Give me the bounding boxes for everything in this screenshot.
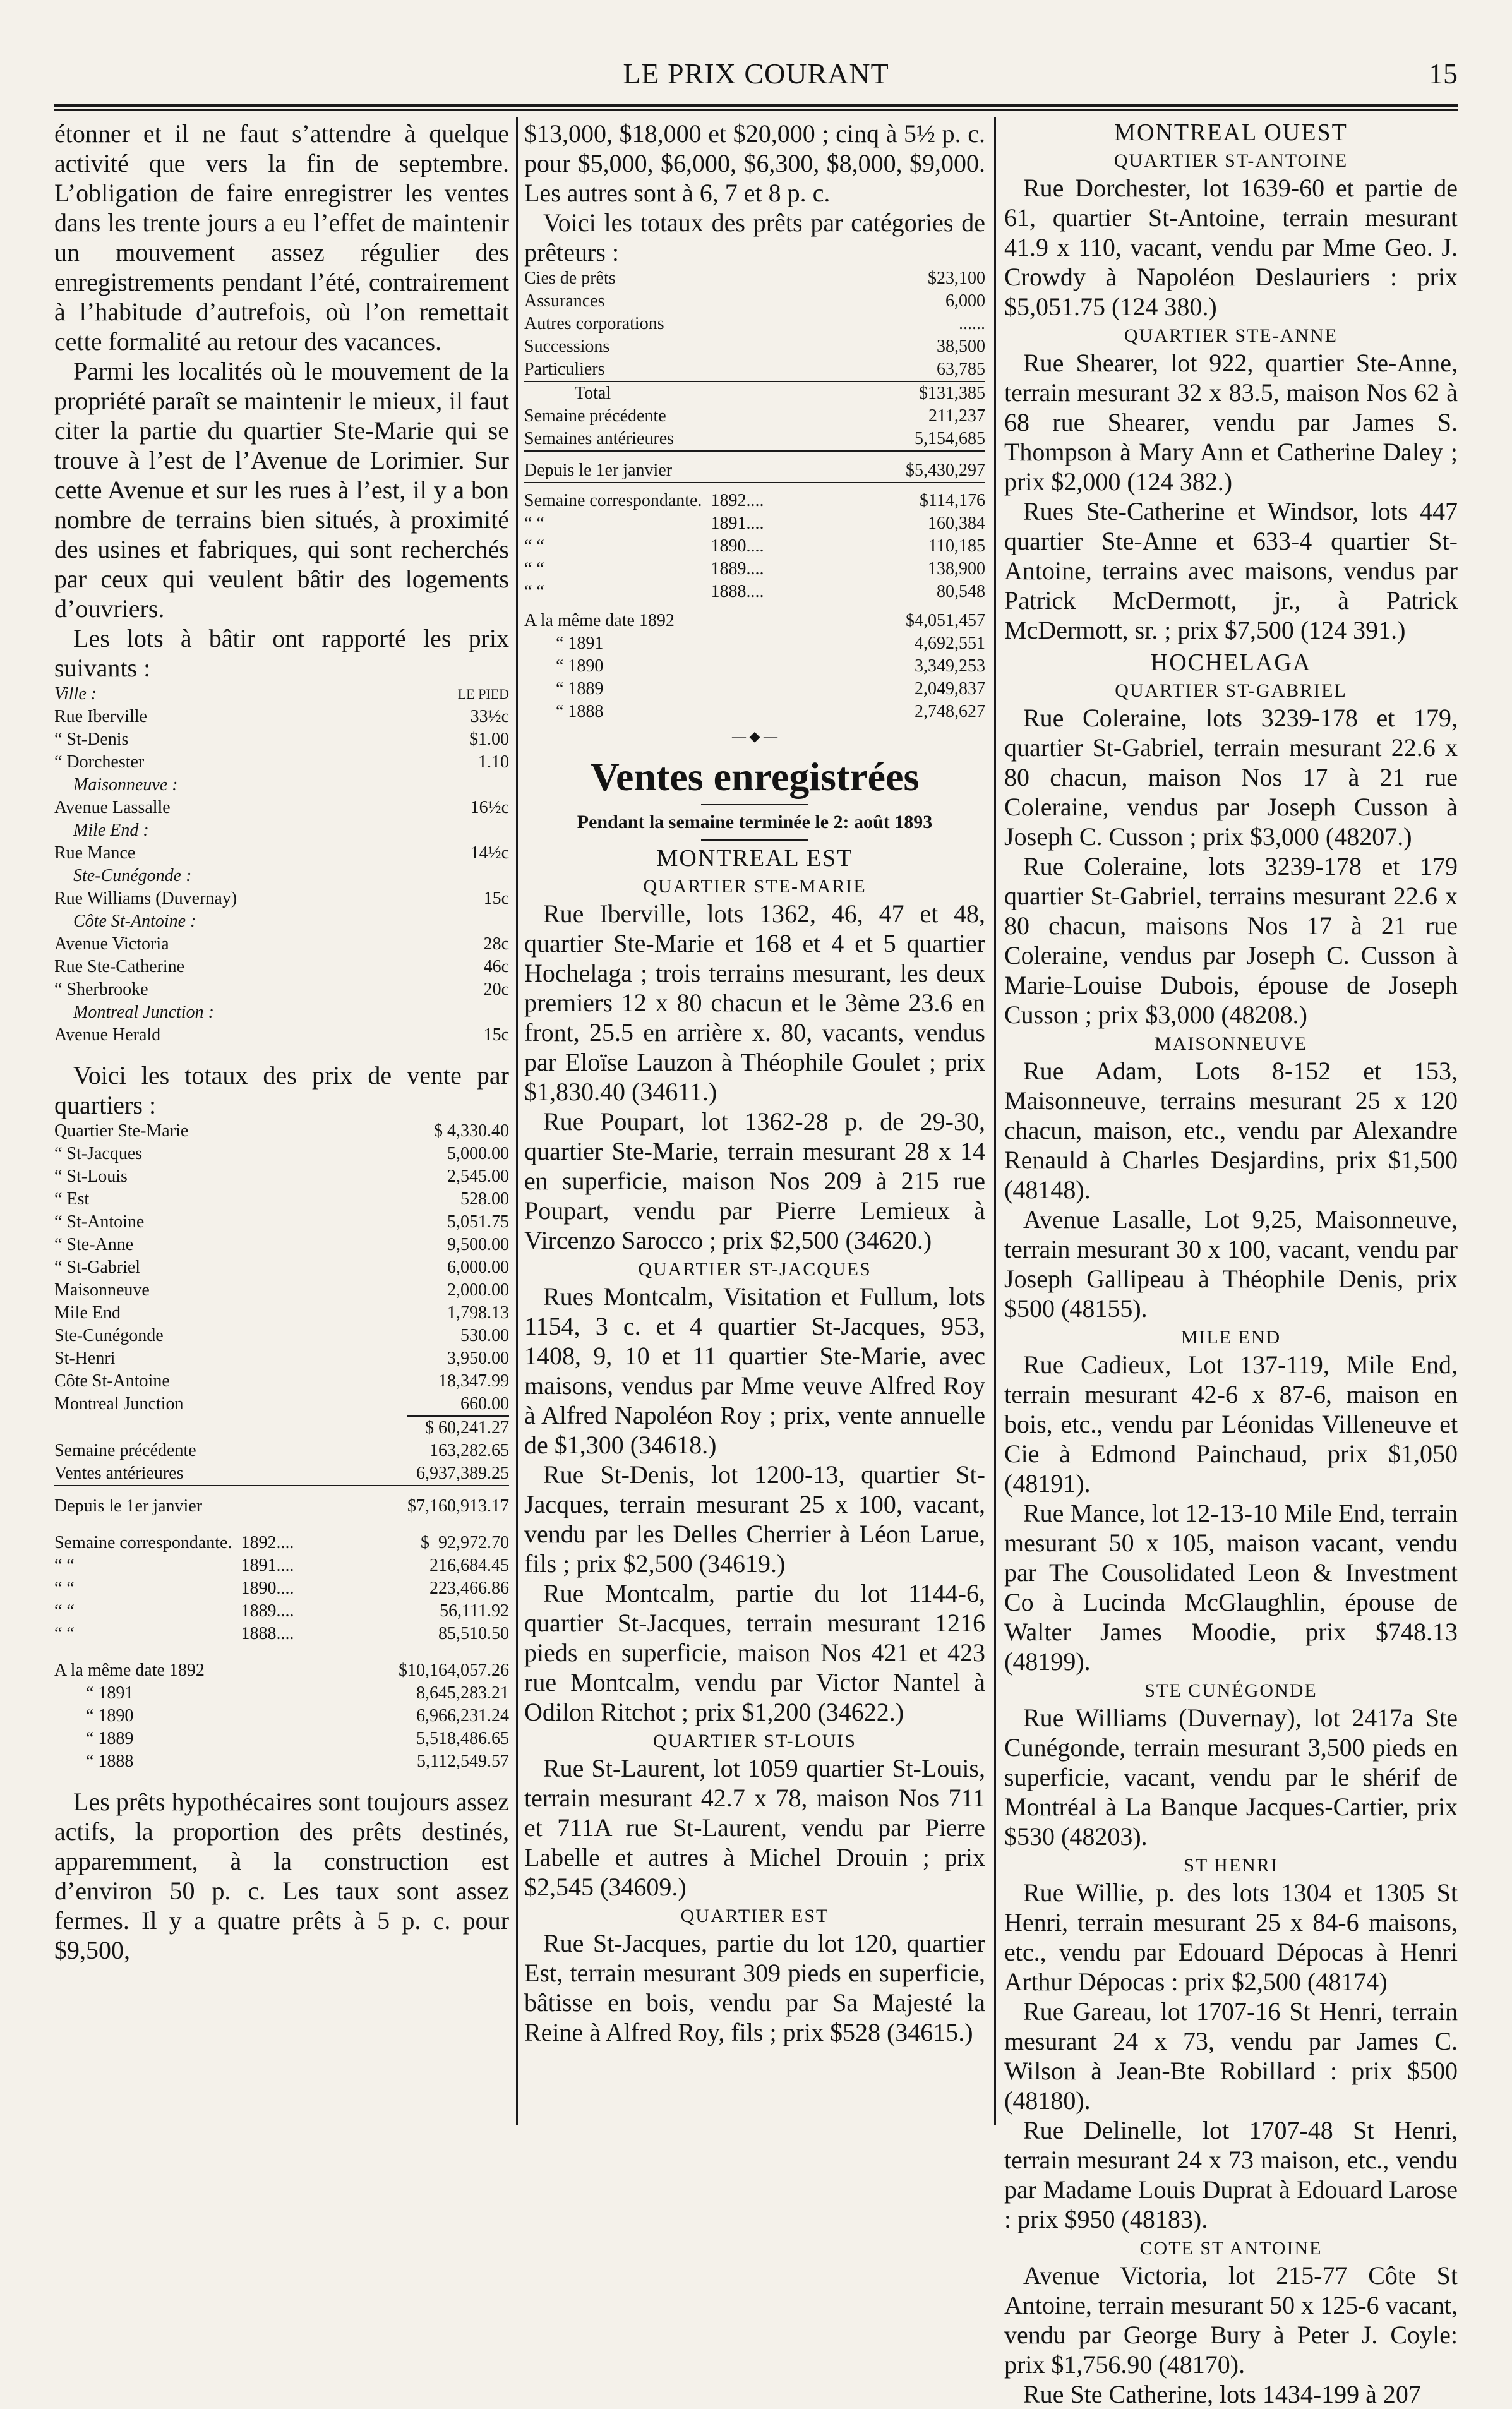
summary-value: $5,430,297	[825, 451, 985, 483]
column-divider	[994, 117, 996, 2125]
row-label: Semaine correspondante.	[524, 491, 702, 510]
row-label: “ 1890	[556, 656, 604, 676]
row-year: 1890....	[711, 536, 764, 556]
ward-heading: STE CUNÉGONDE	[1144, 1680, 1317, 1701]
row-year: 1891....	[241, 1556, 294, 1575]
table-row	[54, 978, 509, 1001]
table-row	[54, 1256, 509, 1279]
district-heading: HOCHELAGA	[1150, 649, 1312, 676]
row-value: 63,785	[937, 359, 985, 379]
row-value: 5,000.00	[447, 1144, 509, 1163]
row-label: “ 1891	[556, 634, 604, 653]
ward-heading: MILE END	[1180, 1327, 1281, 1348]
row-currency: $	[421, 1533, 429, 1553]
table-row	[54, 1325, 509, 1347]
column-1	[54, 119, 509, 2134]
table-row	[524, 535, 985, 558]
sale-entry: Rues Montcalm, Visitation et Fullum, lots 1154, 3 c. et 4 quartier St-Jacques, 953, 1408, 9, 10 et 11 quartier Ste-Marie, avec maisons, vendus par Mme veuve Alfred Roy à Alfred Napoléon Roy ; prix, vente annuelle de $1,300 (34618.)	[524, 1282, 985, 1459]
table-row	[54, 1705, 509, 1727]
table-row	[54, 933, 509, 956]
ornament-divider: — ◆ —	[732, 728, 777, 744]
section-label: Montreal Junction :	[73, 1002, 214, 1022]
row-value: 14½c	[470, 843, 509, 863]
summary-value: 5,154,685	[825, 428, 985, 451]
page-header	[54, 44, 1458, 107]
paragraph: Les lots à bâtir ont rapporté les prix suivants :	[54, 624, 509, 682]
row-value: 2,000.00	[447, 1280, 509, 1300]
row-label: Rue Williams (Duvernay)	[54, 889, 237, 908]
sale-entry: Rue Poupart, lot 1362-28 p. de 29-30, quartier Ste-Marie, terrain mesurant 28 x 14 en superficie, maison Nos 209 à 215 rue Poupart, vendu par Pierre Lemieux à Vircenzo Sarocco ; prix $2,500 (34620.)	[524, 1107, 985, 1254]
row-label: “ “	[54, 1578, 75, 1598]
row-value: 160,384	[928, 514, 985, 533]
row-label: “ Dorchester	[54, 752, 145, 772]
sale-entry: Rue St-Denis, lot 1200-13, quartier St-Jacques, terrain mesurant 25 x 100, vacant, vendu par les Delles Cherrier à Léon Larue, fils ; prix $2,500 (34619.)	[524, 1460, 985, 1578]
row-year: 1889....	[711, 559, 764, 579]
row-label: Quartier Ste-Marie	[54, 1121, 189, 1141]
row-value: 15c	[483, 1025, 509, 1045]
row-label: Ste-Cunégonde	[54, 1326, 164, 1345]
row-value: $10,164,057.26	[399, 1661, 509, 1680]
table-row	[54, 1024, 509, 1047]
table-row	[54, 1120, 509, 1143]
table-row	[54, 1532, 509, 1554]
row-value: $23,100	[928, 268, 985, 288]
row-currency	[421, 1554, 429, 1577]
ward-heading: QUARTIER ST-JACQUES	[638, 1259, 872, 1280]
table-row	[54, 1234, 509, 1256]
row-label: Avenue Victoria	[54, 934, 169, 954]
ward-heading: MAISONNEUVE	[1155, 1033, 1307, 1054]
row-year: 1889....	[241, 1601, 294, 1621]
row-label: Avenue Lassalle	[54, 798, 171, 817]
paragraph: Parmi les localités où le mouvement de la propriété paraît se maintenir le mieux, il faut citer la partie du quartier Ste-Marie qui se trouve à l’est de l’Avenue de Lorimier. Sur cette Avenue et sur les rues à l’est, il y a bon nombre de terrains bien situés, à proximité des usines et fabriques, qui sont recherchés par ceux qui veulent bâtir des logements d’ouvriers.	[54, 357, 509, 623]
sale-entry: Rue Shearer, lot 922, quartier Ste-Anne, terrain mesurant 32 x 83.5, maison Nos 62 à 68 rue Shearer, vendu par James S. Thompson à Mary Ann et Catherine Daley ; prix $2,000 (124 382.)	[1004, 349, 1458, 496]
district-heading: MONTREAL EST	[656, 845, 853, 872]
ward-totals-summary	[54, 1415, 509, 1518]
row-label: A la même date 1892	[54, 1661, 205, 1680]
table-row	[54, 910, 509, 933]
column-divider	[516, 117, 518, 2125]
table-row	[54, 1682, 509, 1705]
summary-label: Ventes antérieures	[54, 1462, 407, 1486]
table-row	[54, 751, 509, 774]
section-label: Ste-Cunégonde :	[73, 866, 192, 886]
same-date-table	[524, 610, 985, 723]
prices-head-ville: Ville :	[54, 684, 97, 704]
row-label: “ “	[54, 1601, 75, 1621]
table-row	[54, 1659, 509, 1682]
table-row	[54, 1727, 509, 1750]
row-year: 1888....	[241, 1624, 294, 1643]
row-label: “ St-Gabriel	[54, 1258, 141, 1277]
row-label: Cies de prêts	[524, 268, 616, 288]
table-row	[54, 956, 509, 978]
column-2	[524, 119, 985, 2134]
row-value: 2,748,627	[915, 702, 985, 721]
table-row	[54, 1577, 509, 1600]
row-label: Rue Iberville	[54, 707, 147, 726]
table-row	[54, 1393, 509, 1415]
sale-entry: Rue Williams (Duvernay), lot 2417a Ste Cunégonde, terrain mesurant 3,500 pieds en superficie, vacant, vendu par le shérif de Montréal à La Banque Jacques-Cartier, prix $530 (48203).	[1004, 1703, 1458, 1851]
table-row	[524, 313, 985, 335]
row-label: “ 1890	[86, 1706, 134, 1726]
ward-heading: COTE ST ANTOINE	[1139, 2238, 1323, 2259]
row-label: “ St-Antoine	[54, 1212, 145, 1232]
row-label: “ 1888	[556, 702, 604, 721]
paragraph: Voici les totaux des prêts par catégories de prêteurs :	[524, 208, 985, 267]
row-value: ......	[959, 314, 985, 333]
table-row	[524, 512, 985, 535]
summary-label: Semaine précédente	[54, 1441, 196, 1460]
summary-label: Semaine précédente	[524, 406, 666, 426]
table-row	[54, 1211, 509, 1234]
row-year: 1888....	[711, 582, 764, 601]
row-value: 3,349,253	[915, 656, 985, 676]
table-row	[54, 728, 509, 751]
row-currency	[421, 1623, 429, 1645]
ward-totals-table	[54, 1120, 509, 1415]
summary-label: Depuis le 1er janvier	[54, 1496, 203, 1516]
sale-entry: Rue Ste Catherine, lots 1434-199 à 207	[1023, 2380, 1421, 2408]
summary-value: 6,937,389.25	[407, 1462, 509, 1486]
summary-value: 211,237	[928, 406, 985, 426]
sale-entry: Rue Montcalm, partie du lot 1144-6, quartier St-Jacques, terrain mesurant 1216 pieds en superficie, maison Nos 421 et 423 rue Montcalm, vendu par Victor Nantel à Odilon Ritchot ; prix $1,200 (34622.)	[524, 1579, 985, 1726]
row-label: “ 1888	[86, 1751, 134, 1771]
district-heading: MONTREAL OUEST	[1114, 119, 1348, 146]
lenders-table	[524, 267, 985, 381]
ward-heading: QUARTIER ST-GABRIEL	[1115, 680, 1347, 701]
table-row	[54, 1554, 509, 1577]
row-currency	[421, 1577, 429, 1600]
paragraph: $13,000, $18,000 et $20,000 ; cinq à 5½ p. c. pour $5,000, $6,000, $6,300, $8,000, $9,000. Les autres sont à 6, 7 et 8 p. c.	[524, 119, 985, 207]
section-subtitle: Pendant la semaine terminée le 2: août 1893	[577, 812, 933, 832]
sale-entry: Rue Coleraine, lots 3239-178 et 179 quartier St-Gabriel, terrains mesurant 22.6 x 80 chacun, maisons Nos 17 à 21 rue Coleraine, vendus par Joseph C. Cusson à Marie-Louise Dubois, épouse de Joseph Cusson ; prix $3,000 (48208.)	[1004, 852, 1458, 1029]
row-label: Côte St-Antoine	[54, 1371, 170, 1391]
row-label: “ “	[524, 582, 544, 601]
header-rule	[54, 104, 1458, 107]
row-value: 5,051.75	[447, 1212, 509, 1232]
row-value: 138,900	[928, 559, 985, 579]
sale-entry: Rues Ste-Catherine et Windsor, lots 447 quartier Ste-Anne et 633-4 quartier St-Antoine, terrains avec maisons, vendus par Patrick McDermott, jr., à Patrick McDermott, sr. ; prix $7,500 (124 391.)	[1004, 497, 1458, 644]
row-value: $114,176	[920, 491, 985, 510]
row-label: “ St-Louis	[54, 1167, 128, 1186]
row-label: Rue Ste-Catherine	[54, 957, 185, 976]
sale-entry: Rue Dorchester, lot 1639-60 et partie de 61, quartier St-Antoine, terrain mesurant 41.9 x 110, vacant, vendu par Mme Geo. J. Crowdy à Napoléon Deslauriers : prix $5,051.75 (124 380.)	[1004, 174, 1458, 321]
row-value: 20c	[483, 980, 509, 999]
row-value: 2,049,837	[915, 679, 985, 699]
row-value: 6,966,231.24	[416, 1706, 509, 1726]
row-value: 85,510.50	[438, 1624, 509, 1643]
row-value: 1,798.13	[447, 1303, 509, 1323]
column-3	[1004, 119, 1458, 2408]
row-label: “ “	[524, 536, 544, 556]
row-label: Semaine correspondante.	[54, 1533, 232, 1553]
table-row	[524, 610, 985, 632]
row-label: Particuliers	[524, 359, 605, 379]
row-label: Maisonneuve	[54, 1280, 150, 1300]
table-row	[524, 490, 985, 512]
row-value: 660.00	[460, 1394, 509, 1414]
ward-heading: QUARTIER STE-ANNE	[1124, 325, 1338, 346]
row-label: “ St-Jacques	[54, 1144, 143, 1163]
row-label: “ “	[54, 1624, 75, 1643]
row-value: 528.00	[460, 1189, 509, 1209]
row-value: 33½c	[470, 707, 509, 726]
row-label: Avenue Herald	[54, 1025, 161, 1045]
row-label: “ “	[524, 559, 544, 579]
row-year: 1891....	[711, 514, 764, 533]
divider	[701, 839, 808, 841]
summary-value: $131,385	[825, 381, 985, 405]
paragraph: Les prêts hypothécaires sont toujours assez actifs, la proportion des prêts destinés, apparemment, à la construction est d’environ 50 p. c. Les taux sont assez fermes. Il y a quatre prêts à 5 p. c. pour $9,500,	[54, 1787, 509, 1964]
summary-value: $7,160,913.17	[407, 1496, 509, 1516]
table-row	[54, 706, 509, 728]
corresponding-week-table	[54, 1532, 509, 1645]
paragraph: Voici les totaux des prix de vente par quartiers :	[54, 1061, 509, 1119]
table-row	[524, 290, 985, 313]
page-number: 15	[1429, 57, 1458, 90]
row-value: $ 4,330.40	[434, 1121, 509, 1141]
table-row	[54, 1279, 509, 1302]
table-row	[54, 1600, 509, 1623]
section-label: Côte St-Antoine :	[73, 911, 196, 931]
row-label: “ St-Denis	[54, 730, 129, 749]
table-row	[54, 1623, 509, 1645]
sale-entry: Rue St-Jacques, partie du lot 120, quartier Est, terrain mesurant 309 pieds en superficie, bâtisse en bois, vendu par Sa Majesté la Reine à Alfred Roy, fils ; prix $528 (34615.)	[524, 1929, 985, 2046]
ward-heading: QUARTIER STE-MARIE	[643, 876, 867, 897]
row-label: Montreal Junction	[54, 1394, 184, 1414]
corresponding-week-table	[524, 490, 985, 603]
table-row	[524, 655, 985, 678]
row-year: 1892....	[241, 1533, 294, 1553]
row-currency	[421, 1600, 429, 1623]
divider	[701, 804, 808, 805]
row-label: “ 1889	[86, 1729, 134, 1748]
row-value: 223,466.86	[429, 1578, 509, 1598]
row-label: A la même date 1892	[524, 611, 675, 630]
row-value: 92,972.70	[438, 1533, 509, 1553]
row-label: Successions	[524, 337, 610, 356]
table-row	[54, 819, 509, 842]
table-row	[54, 1165, 509, 1188]
row-value: $1.00	[469, 730, 509, 749]
summary-label: Depuis le 1er janvier	[524, 451, 825, 483]
paragraph: étonner et il ne faut s’attendre à quelque activité que vers la fin de septembre. L’obligation de faire enregistrer les ventes dans les trente jours a eu l’effet de maintenir un mouvement assez régulier des enregistrements pendant l’été, contrairement à l’habitude d’autrefois, où l’on remettait cette formalité au retour des vacances.	[54, 119, 509, 356]
row-label: “ “	[54, 1556, 75, 1575]
sale-entry: Rue Willie, p. des lots 1304 et 1305 St Henri, terrain mesurant 25 x 84-6 maisons, etc., vendu par Edouard Dépocas à Henri Arthur Dépocas : prix $2,500 (48174)	[1004, 1878, 1458, 1996]
sale-entry: Avenue Lasalle, Lot 9,25, Maisonneuve, terrain mesurant 30 x 100, vacant, vendu par Joseph Gallipeau à Théophile Denis, prix $500 (48155).	[1004, 1205, 1458, 1323]
summary-value: 163,282.65	[429, 1441, 509, 1460]
row-value: 2,545.00	[447, 1167, 509, 1186]
sale-entry: Rue Coleraine, lots 3239-178 et 179, quartier St-Gabriel, terrain mesurant 22.6 x 80 chacun, maison Nos 17 à 21 rue Coleraine, vendus par Joseph Cusson à Joseph C. Cusson ; prix $3,000 (48207.)	[1004, 704, 1458, 851]
row-value: 16½c	[470, 798, 509, 817]
same-date-table	[54, 1659, 509, 1773]
summary-label: Total	[524, 381, 825, 405]
table-row	[54, 1370, 509, 1393]
page-title: LE PRIX COURANT	[623, 57, 889, 90]
ward-heading: QUARTIER EST	[680, 1906, 829, 1926]
row-value: 80,548	[937, 582, 985, 601]
row-label: “ Est	[54, 1189, 90, 1209]
table-row	[54, 796, 509, 819]
table-row	[54, 1750, 509, 1773]
row-value: 38,500	[937, 337, 985, 356]
row-value: 216,684.45	[429, 1556, 509, 1575]
sale-entry: Rue Mance, lot 12-13-10 Mile End, terrain mesurant 50 x 105, maison vacant, vendu par The Cousolidated Leon & Investment Co à Lucinda McGlaughlin, épouse de Walter James Moodie, prix $748.13 (48199).	[1004, 1499, 1458, 1676]
row-value: 28c	[483, 934, 509, 954]
row-label: “ 1889	[556, 679, 604, 699]
row-label: “ 1891	[86, 1683, 134, 1703]
section-label: Maisonneuve :	[73, 775, 178, 795]
table-row	[54, 1302, 509, 1325]
table-row	[524, 678, 985, 700]
row-label: “ Ste-Anne	[54, 1235, 134, 1254]
row-value: 4,692,551	[915, 634, 985, 653]
row-label: Autres corporations	[524, 314, 664, 333]
section-label: Mile End :	[73, 820, 149, 840]
sale-entry: Rue St-Laurent, lot 1059 quartier St-Louis, terrain mesurant 42.7 x 78, maison Nos 711 et 711A rue St-Laurent, vendu par Pierre Labelle et autres à Michel Drouin ; prix $2,545 (34609.)	[524, 1754, 985, 1901]
row-value: 5,518,486.65	[416, 1729, 509, 1748]
table-row	[524, 267, 985, 290]
table-row	[54, 842, 509, 865]
ward-heading: ST HENRI	[1184, 1855, 1278, 1876]
sum-value: $ 60,241.27	[407, 1416, 509, 1439]
ward-heading: QUARTIER ST-ANTOINE	[1113, 150, 1348, 171]
row-year: 1890....	[241, 1578, 294, 1598]
table-row	[524, 558, 985, 580]
row-value: 18,347.99	[438, 1371, 509, 1391]
row-label: Assurances	[524, 291, 605, 311]
row-value: 5,112,549.57	[417, 1751, 509, 1771]
row-label: Mile End	[54, 1303, 121, 1323]
row-label: “ Sherbrooke	[54, 980, 148, 999]
row-label: Rue Mance	[54, 843, 136, 863]
row-value: 110,185	[928, 536, 985, 556]
row-value: 1.10	[478, 752, 509, 772]
ward-heading: QUARTIER ST-LOUIS	[653, 1731, 856, 1751]
row-value: 530.00	[460, 1326, 509, 1345]
sale-entry: Rue Cadieux, Lot 137-119, Mile End, terrain mesurant 42-6 x 87-6, maison en bois, etc., vendu par Léonidas Villeneuve et Cie à Edmond Painchaud, prix $1,050 (48191).	[1004, 1350, 1458, 1498]
table-row	[54, 865, 509, 887]
table-row	[54, 1347, 509, 1370]
row-value: 6,000.00	[447, 1258, 509, 1277]
row-value: 46c	[483, 957, 509, 976]
row-value: 15c	[483, 889, 509, 908]
row-value: $4,051,457	[906, 611, 985, 630]
lenders-summary	[524, 381, 985, 483]
summary-label: Semaines antérieures	[524, 428, 825, 451]
row-value: 3,950.00	[447, 1349, 509, 1368]
row-label: St-Henri	[54, 1349, 116, 1368]
row-value: 9,500.00	[447, 1235, 509, 1254]
table-row	[524, 580, 985, 603]
table-row	[524, 700, 985, 723]
row-year: 1892....	[711, 491, 764, 510]
sale-entry: Rue Gareau, lot 1707-16 St Henri, terrain mesurant 24 x 73, vendu par James C. Wilson à Jean-Bte Robillard : prix $500 (48180).	[1004, 1997, 1458, 2115]
table-row	[54, 1188, 509, 1211]
row-value: 6,000	[945, 291, 985, 311]
sale-entry: Avenue Victoria, lot 215-77 Côte St Antoine, terrain mesurant 50 x 125-6 vacant, vendu par George Bury à Peter J. Coyle: prix $1,756.90 (48170).	[1004, 2261, 1458, 2379]
table-row	[524, 632, 985, 655]
header-rule-thin	[54, 109, 1458, 111]
sale-entry: Rue Adam, Lots 8-152 et 153, Maisonneuve, terrains mesurant 25 x 120 chacun, maison, etc., vendu par Alexandre Renauld à Charles Desjardins, prix $1,500 (48148).	[1004, 1057, 1458, 1204]
table-row	[524, 358, 985, 381]
section-title: Ventes enregistrées	[590, 754, 920, 799]
row-value: 8,645,283.21	[416, 1683, 509, 1703]
table-row	[54, 774, 509, 796]
row-label: “ “	[524, 514, 544, 533]
table-row	[54, 1001, 509, 1024]
lot-prices-table	[54, 683, 509, 1047]
sale-entry: Rue Iberville, lots 1362, 46, 47 et 48, quartier Ste-Marie et 168 et 4 et 5 quartier Hochelaga ; trois terrains mesurant, les deux premiers 12 x 80 chacun et le 3ème 23.6 en front, 25.5 en arrière x. 80, vacants, vendus par Eloïse Lauzon à Théophile Goulet ; prix $1,830.40 (34611.)	[524, 899, 985, 1106]
table-row	[524, 335, 985, 358]
table-row	[54, 887, 509, 910]
table-row	[54, 1143, 509, 1165]
sale-entry: Rue Delinelle, lot 1707-48 St Henri, terrain mesurant 24 x 73 maison, etc., vendu par Madame Louis Duprat à Edouard Larose : prix $950 (48183).	[1004, 2116, 1458, 2233]
row-value: 56,111.92	[440, 1601, 509, 1621]
prices-head-unit: LE PIED	[457, 686, 509, 702]
